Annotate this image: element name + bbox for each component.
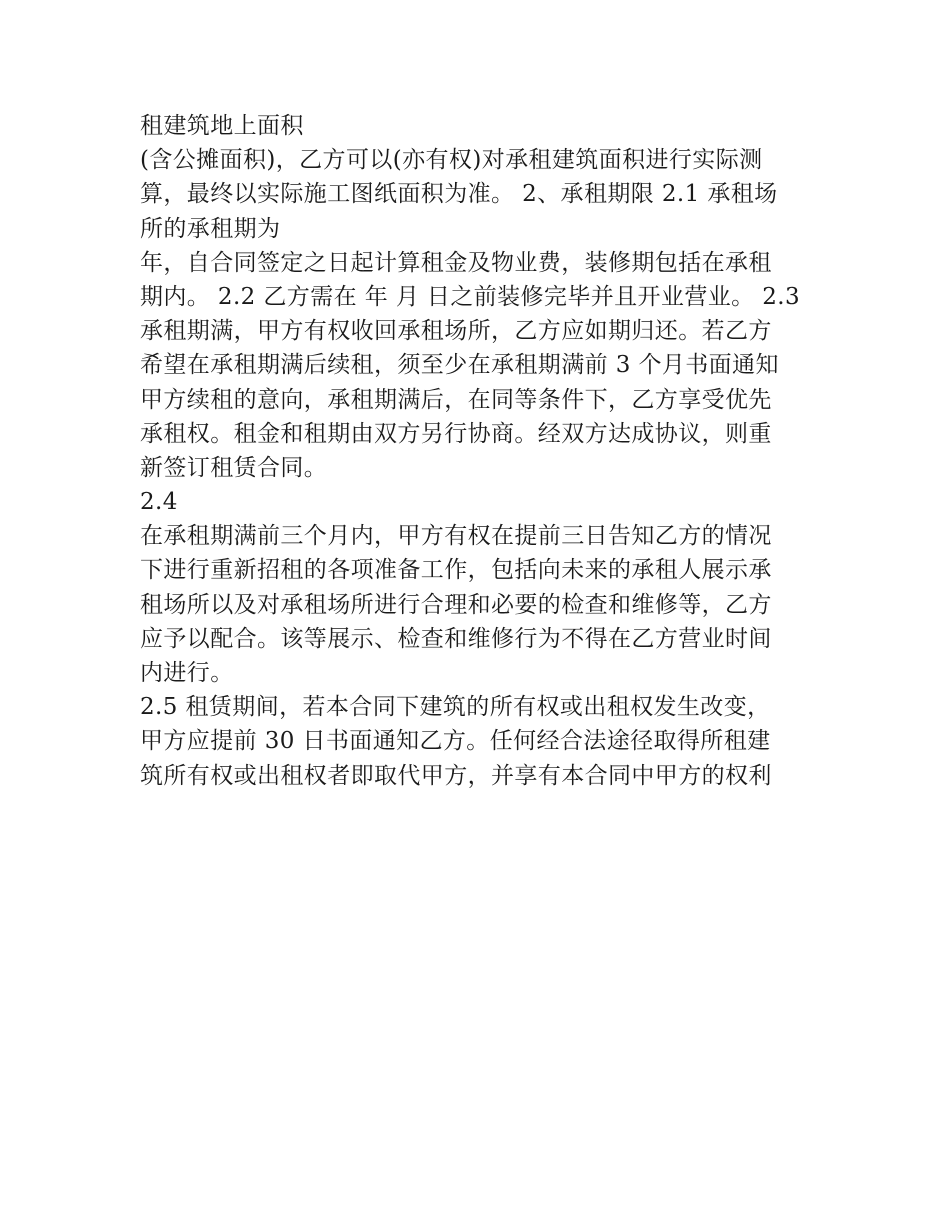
text-line: 年，自合同签定之日起计算租金及物业费，装修期包括在承租 <box>140 249 772 276</box>
text-line: 下进行重新招租的各项准备工作，包括向未来的承租人展示承 <box>140 557 772 584</box>
text-line: 甲方续租的意向，承租期满后，在同等条件下，乙方享受优先 <box>140 386 772 413</box>
text-line: 算，最终以实际施工图纸面积为准。 2、承租期限 2.1 承租场 <box>140 181 778 208</box>
text-line: 承租期满，甲方有权收回承租场所，乙方应如期归还。若乙方 <box>140 318 772 345</box>
text-line: 希望在承租期满后续租，须至少在承租期满前 3 个月书面通知 <box>140 352 779 379</box>
text-line: 承租权。租金和租期由双方另行协商。经双方达成协议，则重 <box>140 420 772 447</box>
text-line: 2.5 租赁期间，若本合同下建筑的所有权或出租权发生改变， <box>140 694 771 721</box>
text-line: 所的承租期为 <box>140 215 281 242</box>
text-line: 租建筑地上面积 <box>140 113 304 139</box>
text-line: 租场所以及对承租场所进行合理和必要的检查和维修等，乙方 <box>140 591 772 618</box>
text-line: 新签订租赁合同。 <box>140 454 328 481</box>
text-line: 应予以配合。该等展示、检查和维修行为不得在乙方营业时间 <box>140 625 772 652</box>
document-body <box>140 109 820 793</box>
text-line: 甲方应提前 30 日书面通知乙方。任何经合法途径取得所租建 <box>140 728 771 755</box>
text-line: 在承租期满前三个月内，甲方有权在提前三日告知乙方的情况 <box>140 523 772 550</box>
text-line: 期内。 2.2 乙方需在 年 月 日之前装修完毕并且开业营业。 2.3 <box>140 283 801 310</box>
text-line: 筑所有权或出租权者即取代甲方，并享有本合同中甲方的权利 <box>140 762 772 789</box>
text-line: (含公摊面积)，乙方可以(亦有权)对承租建筑面积进行实际测 <box>140 147 763 174</box>
section-number: 2.4 <box>140 489 178 516</box>
text-line: 内进行。 <box>140 660 234 686</box>
